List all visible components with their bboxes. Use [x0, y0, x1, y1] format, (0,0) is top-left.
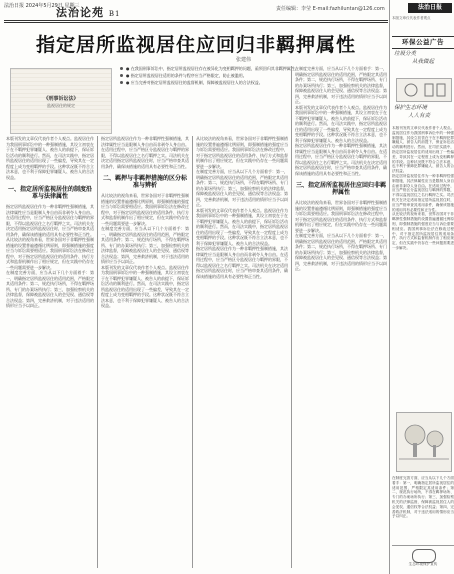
- column-divider: [389, 0, 390, 574]
- abstract-text: ● 应当完善对指定居所监视居住的监督机制，保障被监视居住人的合法权益。: [126, 79, 263, 85]
- body-text: 从比较法的视角来看，世界各国对于非羁押性强制措施的设置普遍遵循比例原则，即强制措施的强度应当与诉讼需要相适应。我国刑事诉讼法在修改过程中，对于指定居所监视居住的适用条件、执行方式和监督机制作出了相应规定，但在实践中仍存在一些问题需要进一步解决。: [6, 237, 94, 270]
- body-text: 从比较法的视角来看，世界各国对于非羁押性强制措施的设置普遍遵循比例原则，即强制措施的强度应当与诉讼需要相适应。我国刑事诉讼法在修改过程中，对于指定居所监视居住的适用条件、执行方式和监督机制作出了相应规定，但在实践中仍存在一些问题需要进一步解决。: [392, 212, 454, 250]
- sidebar-text-2: [392, 476, 454, 542]
- recycle-icon: [397, 79, 451, 101]
- organization-logo-icon: [412, 549, 436, 563]
- book-illustration: [10, 68, 112, 134]
- ad-illustration: [396, 78, 452, 102]
- sidebar-text: [392, 126, 454, 406]
- column-divider: [97, 136, 98, 568]
- article-column-1: [6, 136, 94, 568]
- body-text: 在制度完善方面，应当从以下几个方面着手：第一，明确指定居所监视居住的适用范围，严格限定其适用条件；第二，规范执行场所，不得在羁押场所、专门的办案场所执行；第三，加强检察机关的法律监督，保障被监视居住人的会见权、通信权等合法权益；第四，完善救济机制，对于违法适用的情形应当予以纠正。: [392, 476, 454, 519]
- ad-illustration-2: [396, 412, 452, 472]
- bullet-icon: [120, 74, 123, 77]
- article-author: 张建伟: [236, 57, 252, 63]
- body-text: 指定居所监视居住作为一种非羁押性强制措施，其法律属性应当是限制人身自由而非剥夺人身自由。在适用过程中，应当严格区分监视居住与羁押的界限，不得以监视居住之名行羁押之实。司法机关在决定适用指定居所监视居住时，应当严格审查其适用条件，确保该措施的适用具有必要性和正当性。: [295, 143, 387, 176]
- section-heading: 二、羁押与非羁押措施的区分标准与辨析: [102, 175, 187, 189]
- section-name: [56, 4, 120, 20]
- body-text: 在制度完善方面，应当从以下几个方面着手：第一，明确指定居所监视居住的适用范围，严格限定其适用条件；第二，规范执行场所，不得在羁押场所、专门的办案场所执行；第三，加强检察机关的法律监督，保障被监视居住人的会见权、通信权等合法权益；第四，完善救济机制，对于违法适用的情形应当予以纠正。: [295, 233, 387, 271]
- section-heading: 三、指定居所监视居住应回归非羁押属性: [295, 182, 386, 196]
- body-text: 本版刊发的文章仅代表作者个人观点。监视居住作为我国刑事诉讼中的一种强制措施，其设立初衷在于在不羁押犯罪嫌疑人、被告人的前提下，保证诉讼活动的顺利进行。然而，在司法实践中，指定居所监视居住的适用出现了一些偏差，导致其在一定程度上成为变相羁押的手段。这种状况既不符合立法本意，也不利于保障犯罪嫌疑人、被告人的合法权益。: [101, 264, 189, 308]
- body-text: 本版刊发的文章仅代表作者个人观点。监视居住作为我国刑事诉讼中的一种强制措施，其设立初衷在于在不羁押犯罪嫌疑人、被告人的前提下，保证诉讼活动的顺利进行。然而，在司法实践中，指定居所监视居住的适用出现了一些偏差，导致其在一定程度上成为变相羁押的手段。这种状况既不符合立法本意，也不利于保障犯罪嫌疑人、被告人的合法权益。: [6, 136, 94, 180]
- ad-title: 环保公益广告: [392, 36, 454, 49]
- article-headline: 指定居所监视居住应回归非羁押属性: [35, 34, 356, 56]
- body-text: 本版刊发的文章仅代表作者个人观点。监视居住作为我国刑事诉讼中的一种强制措施，其设立初衷在于在不羁押犯罪嫌疑人、被告人的前提下，保证诉讼活动的顺利进行。然而，在司法实践中，指定居所监视居住的适用出现了一些偏差，导致其在一定程度上成为变相羁押的手段。这种状况既不符合立法本意，也不利于保障犯罪嫌疑人、被告人的合法权益。: [392, 126, 454, 174]
- article-column-2: [101, 136, 189, 568]
- section-title: 法治论苑: [56, 6, 104, 19]
- column-divider: [291, 66, 292, 568]
- newspaper-logo: 法治日报: [408, 3, 452, 13]
- ad-footer-text: 生态环境保护宣传: [408, 562, 438, 566]
- body-text: 指定居所监视居住作为一种非羁押性强制措施，其法律属性应当是限制人身自由而非剥夺人身自由。在适用过程中，应当严格区分监视居住与羁押的界限，不得以监视居住之名行羁押之实。司法机关在决定适用指定居所监视居住时，应当严格审查其适用条件，确保该措施的适用具有必要性和正当性。: [101, 136, 189, 169]
- section-page: B1: [108, 10, 121, 18]
- body-text: 指定居所监视居住作为一种非羁押性强制措施，其法律属性应当是限制人身自由而非剥夺人身自由。在适用过程中，应当严格区分监视居住与羁押的界限，不得以监视居住之名行羁押之实。司法机关在决定适用指定居所监视居住时，应当严格审查其适用条件，确保该措施的适用具有必要性和正当性。: [392, 173, 454, 212]
- ad-subline: 从我做起: [412, 59, 435, 65]
- body-text: 在制度完善方面，应当从以下几个方面着手：第一，明确指定居所监视居住的适用范围，严格限定其适用条件；第二，规范执行场所，不得在羁押场所、专门的办案场所执行；第三，加强检察机关的法律监督，保障被监视居住人的会见权、通信权等合法权益；第四，完善救济机制，对于违法适用的情形应当予以纠正。: [6, 270, 94, 308]
- column-divider: [192, 136, 193, 568]
- ad-footer: [392, 545, 454, 572]
- body-text: 从比较法的视角来看，世界各国对于非羁押性强制措施的设置普遍遵循比例原则，即强制措施的强度应当与诉讼需要相适应。我国刑事诉讼法在修改过程中，对于指定居所监视居住的适用条件、执行方式和监督机制作出了相应规定，但在实践中仍存在一些问题需要进一步解决。: [295, 200, 387, 233]
- article-column-4: [295, 66, 387, 568]
- abstract-text: ● 在我国刑事诉讼中，指定居所监视居住存在被异化为变相羁押的问题，亟须回归其非羁押属性。: [126, 66, 299, 71]
- page-header: [4, 2, 450, 22]
- header-rule-thin: [4, 22, 388, 23]
- abstract-text: ● 指定居所监视居住适用的条件与程序应当严格限定，防止被滥用。: [126, 72, 247, 78]
- section-heading: 一、指定居所监视居住的制度沿革与法律属性: [7, 186, 92, 200]
- body-text: 从比较法的视角来看，世界各国对于非羁押性强制措施的设置普遍遵循比例原则，即强制措施的强度应当与诉讼需要相适应。我国刑事诉讼法在修改过程中，对于指定居所监视居住的适用条件、执行方式和监督机制作出了相应规定，但在实践中仍存在一些问题需要进一步解决。: [196, 136, 288, 169]
- bullet-icon: [120, 81, 123, 84]
- body-text: 本版刊发的文章仅代表作者个人观点。监视居住作为我国刑事诉讼中的一种强制措施，其设立初衷在于在不羁押犯罪嫌疑人、被告人的前提下，保证诉讼活动的顺利进行。然而，在司法实践中，指定居所监视居住的适用出现了一些偏差，导致其在一定程度上成为变相羁押的手段。这种状况既不符合立法本意，也不利于保障犯罪嫌疑人、被告人的合法权益。: [295, 104, 387, 143]
- body-text: 指定居所监视居住作为一种非羁押性强制措施，其法律属性应当是限制人身自由而非剥夺人身自由。在适用过程中，应当严格区分监视居住与羁押的界限，不得以监视居住之名行羁押之实。司法机关在决定适用指定居所监视居住时，应当严格审查其适用条件，确保该措施的适用具有必要性和正当性。: [196, 246, 288, 279]
- header-rule: [4, 20, 388, 21]
- book-title: 《刑事诉讼法》: [43, 96, 79, 102]
- ad-headline: 保护生态环境: [394, 105, 428, 111]
- body-text: 在制度完善方面，应当从以下几个方面着手：第一，明确指定居所监视居住的适用范围，严格限定其适用条件；第二，规范执行场所，不得在羁押场所、专门的办案场所执行；第三，加强检察机关的法律监督，保障被监视居住人的会见权、通信权等合法权益；第四，完善救济机制，对于违法适用的情形应当予以纠正。: [295, 66, 387, 104]
- article-column-3: [196, 136, 288, 568]
- body-text: 本版刊发的文章仅代表作者个人观点。监视居住作为我国刑事诉讼中的一种强制措施，其设立初衷在于在不羁押犯罪嫌疑人、被告人的前提下，保证诉讼活动的顺利进行。然而，在司法实践中，指定居所监视居住的适用出现了一些偏差，导致其在一定程度上成为变相羁押的手段。这种状况既不符合立法本意，也不利于保障犯罪嫌疑人、被告人的合法权益。: [196, 207, 288, 246]
- body-text: 指定居所监视居住作为一种非羁押性强制措施，其法律属性应当是限制人身自由而非剥夺人身自由。在适用过程中，应当严格区分监视居住与羁押的界限，不得以监视居住之名行羁押之实。司法机关在决定适用指定居所监视居住时，应当严格审查其适用条件，确保该措施的适用具有必要性和正当性。: [6, 204, 94, 237]
- book-subtitle: 监视居住的规定: [47, 103, 75, 108]
- bullet-icon: [120, 67, 123, 70]
- ad-headline: 垃圾分类: [394, 51, 417, 57]
- body-text: 在制度完善方面，应当从以下几个方面着手：第一，明确指定居所监视居住的适用范围，严格限定其适用条件；第二，规范执行场所，不得在羁押场所、专门的办案场所执行；第三，加强检察机关的法律监督，保障被监视居住人的会见权、通信权等合法权益；第四，完善救济机制，对于违法适用的情形应当予以纠正。: [196, 169, 288, 207]
- editor-line: 责任编辑：李莹 E-mail:fazhiluntan@126.com: [276, 6, 385, 12]
- body-text: 在制度完善方面，应当从以下几个方面着手：第一，明确指定居所监视居住的适用范围，严格限定其适用条件；第二，规范执行场所，不得在羁押场所、专门的办案场所执行；第三，加强检察机关的法律监督，保障被监视居住人的会见权、通信权等合法权益；第四，完善救济机制，对于违法适用的情形应当予以纠正。: [101, 226, 189, 264]
- sidebar: [392, 0, 454, 574]
- body-text: 从比较法的视角来看，世界各国对于非羁押性强制措施的设置普遍遵循比例原则，即强制措施的强度应当与诉讼需要相适应。我国刑事诉讼法在修改过程中，对于指定居所监视居住的适用条件、执行方式和监督机制作出了相应规定，但在实践中仍存在一些问题需要进一步解决。: [101, 193, 189, 226]
- sidebar-note: 本版文章仅代表作者观点: [392, 16, 431, 20]
- ad-subline: 人人有责: [408, 113, 431, 119]
- page-info: 法治日报 2024年5月29日 星期三: [4, 3, 80, 9]
- tree-icon: [397, 413, 451, 471]
